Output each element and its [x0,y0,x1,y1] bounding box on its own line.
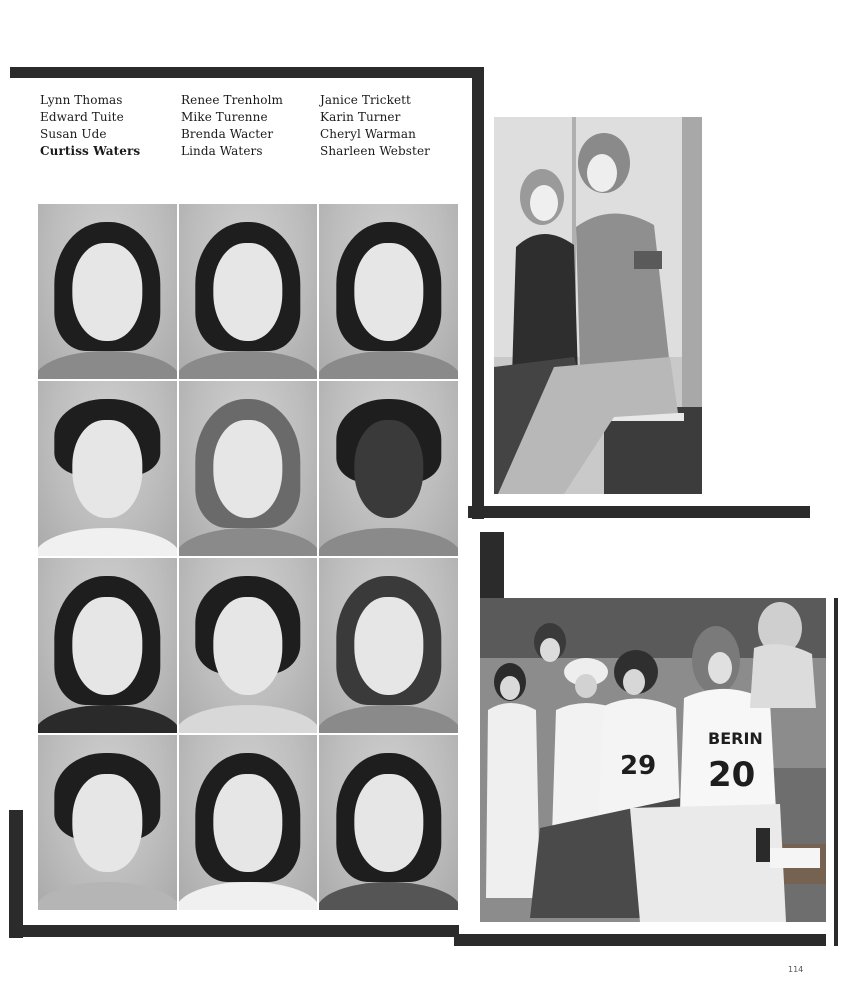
frame-bar-top [10,67,484,78]
student-name: Mike Turenne [181,110,268,124]
student-portrait [319,735,458,910]
student-name: Cheryl Warman [320,127,416,141]
student-name: Linda Waters [181,144,263,158]
student-name: Renee Trenholm [181,93,284,107]
student-portrait [38,381,177,556]
student-portrait [319,381,458,556]
student-name: Brenda Wacter [181,127,274,141]
jersey-chest-lettering: BERIN [708,729,763,748]
student-name: Susan Ude [40,127,107,141]
candid-photo-football-crowd [480,598,826,922]
student-name: Sharleen Webster [320,144,430,158]
page-number: 114 [788,965,804,974]
candid-photo-seated-girls [494,117,702,494]
frame-bar-bottom-right [454,934,826,946]
student-name-list [40,92,460,159]
student-portrait [319,204,458,379]
student-portrait [38,735,177,910]
student-name: Edward Tuite [40,110,124,124]
portrait-grid [38,204,458,910]
student-portrait [179,558,318,733]
student-portrait [179,204,318,379]
student-portrait [319,558,458,733]
student-name: Janice Trickett [320,93,411,107]
frame-bar-bottom [9,925,459,937]
student-name: Curtiss Waters [40,144,141,158]
student-portrait [179,735,318,910]
frame-bar-left [9,810,23,938]
student-name: Karin Turner [320,110,401,124]
student-portrait [179,381,318,556]
jersey-number-second: 29 [620,751,657,781]
frame-bar-photo-edge [480,532,504,598]
jersey-number: 20 [708,755,756,795]
frame-bar-mid [468,506,810,518]
frame-bar-far-right [834,598,838,946]
frame-bar-right [472,67,484,519]
student-name: Lynn Thomas [40,93,123,107]
student-portrait [38,558,177,733]
student-portrait [38,204,177,379]
